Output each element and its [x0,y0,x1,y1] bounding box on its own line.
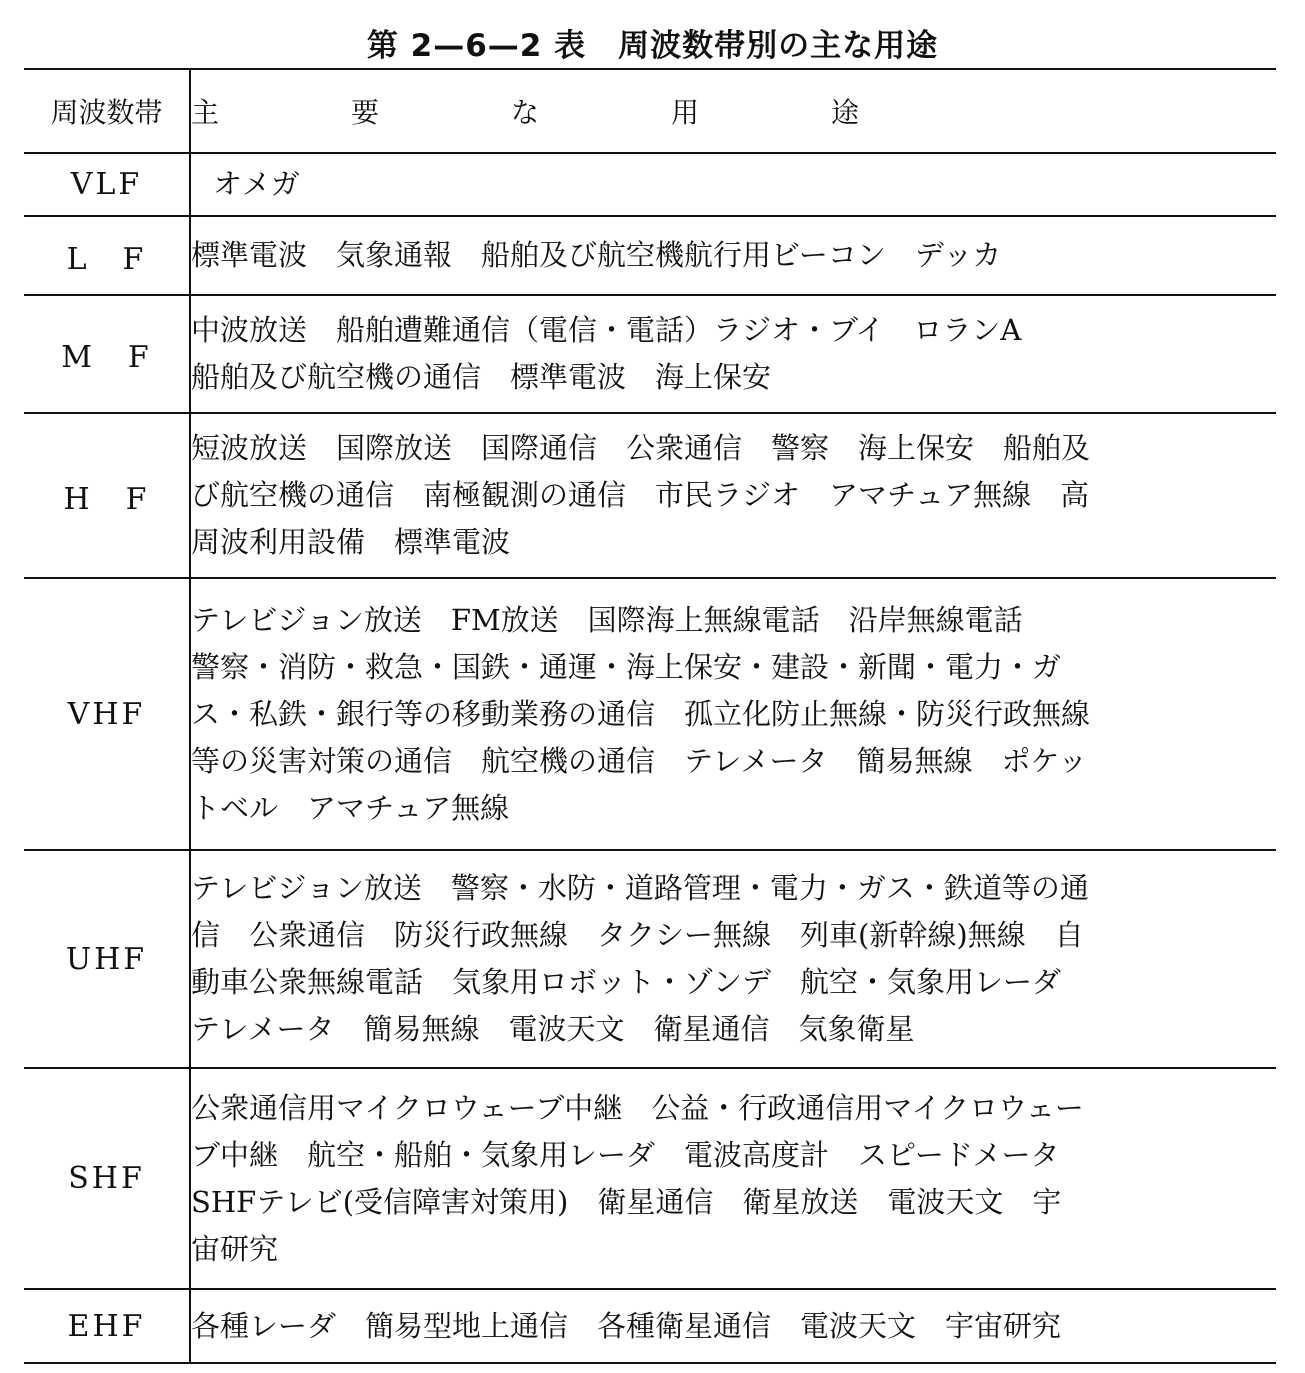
band-cell: VLF [24,153,190,216]
uses-line: トベル アマチュア無線 [191,790,510,825]
table-row [24,153,1276,216]
header-uses-char: 主 [191,96,220,129]
uses-line: 中波放送 船舶遭難通信（電信・電話）ラジオ・ブイ ロランA [191,313,1022,347]
uses-line: 船舶及び航空機の通信 標準電波 海上保安 [191,360,772,394]
uses-line: テレビジョン放送 FM放送 国際海上無線電話 沿岸無線電話 [191,602,1023,637]
uses-cell [190,578,1276,850]
band-cell: SHF [24,1068,190,1289]
uses-line: ス・私鉄・銀行等の移動業務の通信 孤立化防止無線・防災行政無線 [191,696,1091,731]
band-cell: L F [24,216,190,295]
table-title: 第 2—6—2 表 周波数帯別の主な用途 [366,28,939,64]
header-band: 周波数帯 [24,69,190,153]
uses-line: 等の災害対策の通信 航空機の通信 テレメータ 簡易無線 ポケッ [191,743,1088,778]
uses-cell [190,850,1276,1068]
table-row [24,216,1276,295]
uses-cell [190,1068,1276,1289]
table-row [24,850,1276,1068]
uses-line: 動車公衆無線電話 気象用ロボット・ゾンデ 航空・気象用レーダ [191,965,1062,999]
uses-line: 短波放送 国際放送 国際通信 公衆通信 警察 海上保安 船舶及 [191,431,1091,465]
table-row [24,413,1276,578]
uses-line: 公衆通信用マイクロウェーブ中継 公益・行政通信用マイクロウェー [191,1090,1084,1125]
uses-line: び航空機の通信 南極観測の通信 市民ラジオ アマチュア無線 高 [191,478,1090,512]
uses-cell [190,153,1276,216]
table-row [24,578,1276,850]
band-cell: EHF [24,1289,190,1363]
uses-line: 標準電波 気象通報 船舶及び航空機航行用ビーコン デッカ [191,238,1002,272]
header-uses [190,69,1276,153]
uses-line: 各種レーダ 簡易型地上通信 各種衛星通信 電波天文 宇宙研究 [191,1308,1062,1343]
header-uses-char: 要 [351,96,380,129]
uses-line: テレメータ 簡易無線 電波天文 衛星通信 気象衛星 [191,1012,915,1046]
uses-line: テレビジョン放送 警察・水防・道路管理・電力・ガス・鉄道等の通 [191,871,1089,905]
uses-line: 信 公衆通信 防災行政無線 タクシー無線 列車(新幹線)無線 自 [191,918,1084,952]
uses-line: 宙研究 [191,1231,279,1266]
band-cell: UHF [24,850,190,1068]
uses-line: 警察・消防・救急・国鉄・通運・海上保安・建設・新聞・電力・ガ [191,649,1062,684]
table-header-row [24,69,1276,153]
header-uses-char: 用 [671,96,700,129]
band-cell: H F [24,413,190,578]
table-row [24,295,1276,413]
uses-line: 周波利用設備 標準電波 [191,525,511,559]
frequency-band-table [24,68,1276,1364]
uses-cell [190,295,1276,413]
uses-line: SHFテレビ(受信障害対策用) 衛星通信 衛星放送 電波天文 宇 [191,1184,1062,1219]
header-uses-char: な [511,96,540,129]
header-uses-char: 途 [831,96,860,129]
uses-cell [190,216,1276,295]
band-cell: M F [24,295,190,413]
uses-cell [190,1289,1276,1363]
table-row [24,1289,1276,1363]
uses-line: ブ中継 航空・船舶・気象用レーダ 電波高度計 スピードメータ [191,1137,1060,1172]
uses-cell [190,413,1276,578]
band-cell: VHF [24,578,190,850]
table-row [24,1068,1276,1289]
uses-line: オメガ [213,167,300,201]
